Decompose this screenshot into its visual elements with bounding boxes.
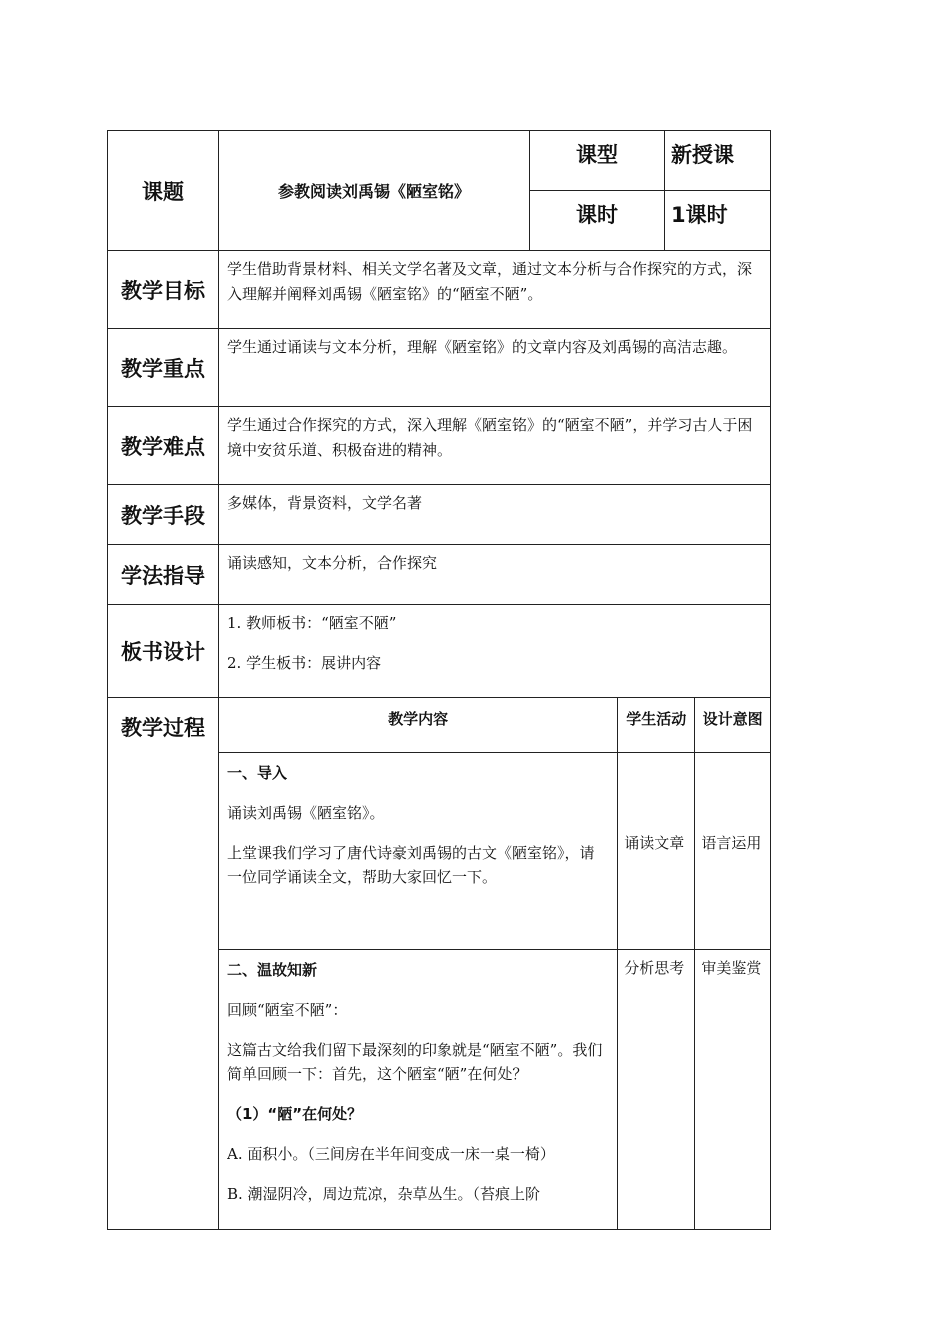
focus-label: 教学重点: [108, 329, 219, 407]
step-review-intent: 审美鉴赏: [695, 949, 770, 1229]
step-title: 二、温故知新: [227, 960, 318, 979]
step-review-content: [219, 949, 618, 1229]
difficulty-text: 学生通过合作探究的方式，深入理解《陋室铭》的“陋室不陋”，并学习古人于困境中安贫乐道、积极奋进的精神。: [219, 407, 771, 485]
board-item: 1. 教师板书：“陋室不陋”: [227, 614, 397, 632]
step-intro-intent: 语言运用: [695, 752, 770, 949]
method-text: 诵读感知，文本分析，合作探究: [219, 545, 771, 605]
lesson-plan-table: [107, 130, 771, 1230]
topic-value: 参教阅读刘禹锡《陋室铭》: [219, 131, 530, 251]
step-title: 一、导入: [227, 763, 288, 782]
objective-text: 学生借助背景材料、相关文学名著及文章，通过文本分析与合作探究的方式，深入理解并阐释刘禹锡《陋室铭》的“陋室不陋”。: [219, 251, 771, 329]
method-label: 学法指导: [108, 545, 219, 605]
step-item: A. 面积小。（三间房在半年间变成一床一桌一椅）: [227, 1144, 555, 1163]
type-label: 课型: [530, 131, 665, 191]
means-label: 教学手段: [108, 485, 219, 545]
process-label: 教学过程: [108, 698, 219, 1230]
hours-label: 课时: [530, 191, 665, 251]
step-intro-content: [219, 752, 618, 949]
focus-text: 学生通过诵读与文本分析，理解《陋室铭》的文章内容及刘禹锡的高洁志趣。: [219, 329, 771, 407]
col-intent-header: 设计意图: [695, 698, 770, 752]
process-table: [219, 698, 770, 1229]
step-intro-activity: 诵读文章: [618, 752, 695, 949]
hours-value: 1课时: [665, 191, 771, 251]
step-review-activity: 分析思考: [618, 949, 695, 1229]
step-line: 这篇古文给我们留下最深刻的印象就是“陋室不陋”。我们简单回顾一下：首先，这个陋室“陋”在何处？: [227, 1040, 603, 1083]
col-activity-header: 学生活动: [618, 698, 695, 752]
board-item: 2. 学生板书：展讲内容: [227, 654, 382, 672]
step-line: 上堂课我们学习了唐代诗豪刘禹锡的古文《陋室铭》，请一位同学诵读全文，帮助大家回忆一下。: [227, 843, 595, 886]
step-line: 回顾“陋室不陋”：: [227, 1000, 348, 1019]
col-content-header: 教学内容: [219, 698, 618, 752]
step-item: B. 潮湿阴冷，周边荒凉，杂草丛生。（苔痕上阶: [227, 1184, 541, 1203]
process-cell: [219, 698, 771, 1230]
step-line: 诵读刘禹锡《陋室铭》。: [227, 803, 385, 822]
topic-label: 课题: [108, 131, 219, 251]
step-subheading: （1）“陋”在何处？: [227, 1104, 363, 1123]
board-items: [219, 605, 771, 698]
difficulty-label: 教学难点: [108, 407, 219, 485]
type-value: 新授课: [665, 131, 771, 191]
board-label: 板书设计: [108, 605, 219, 698]
objective-label: 教学目标: [108, 251, 219, 329]
means-text: 多媒体，背景资料，文学名著: [219, 485, 771, 545]
